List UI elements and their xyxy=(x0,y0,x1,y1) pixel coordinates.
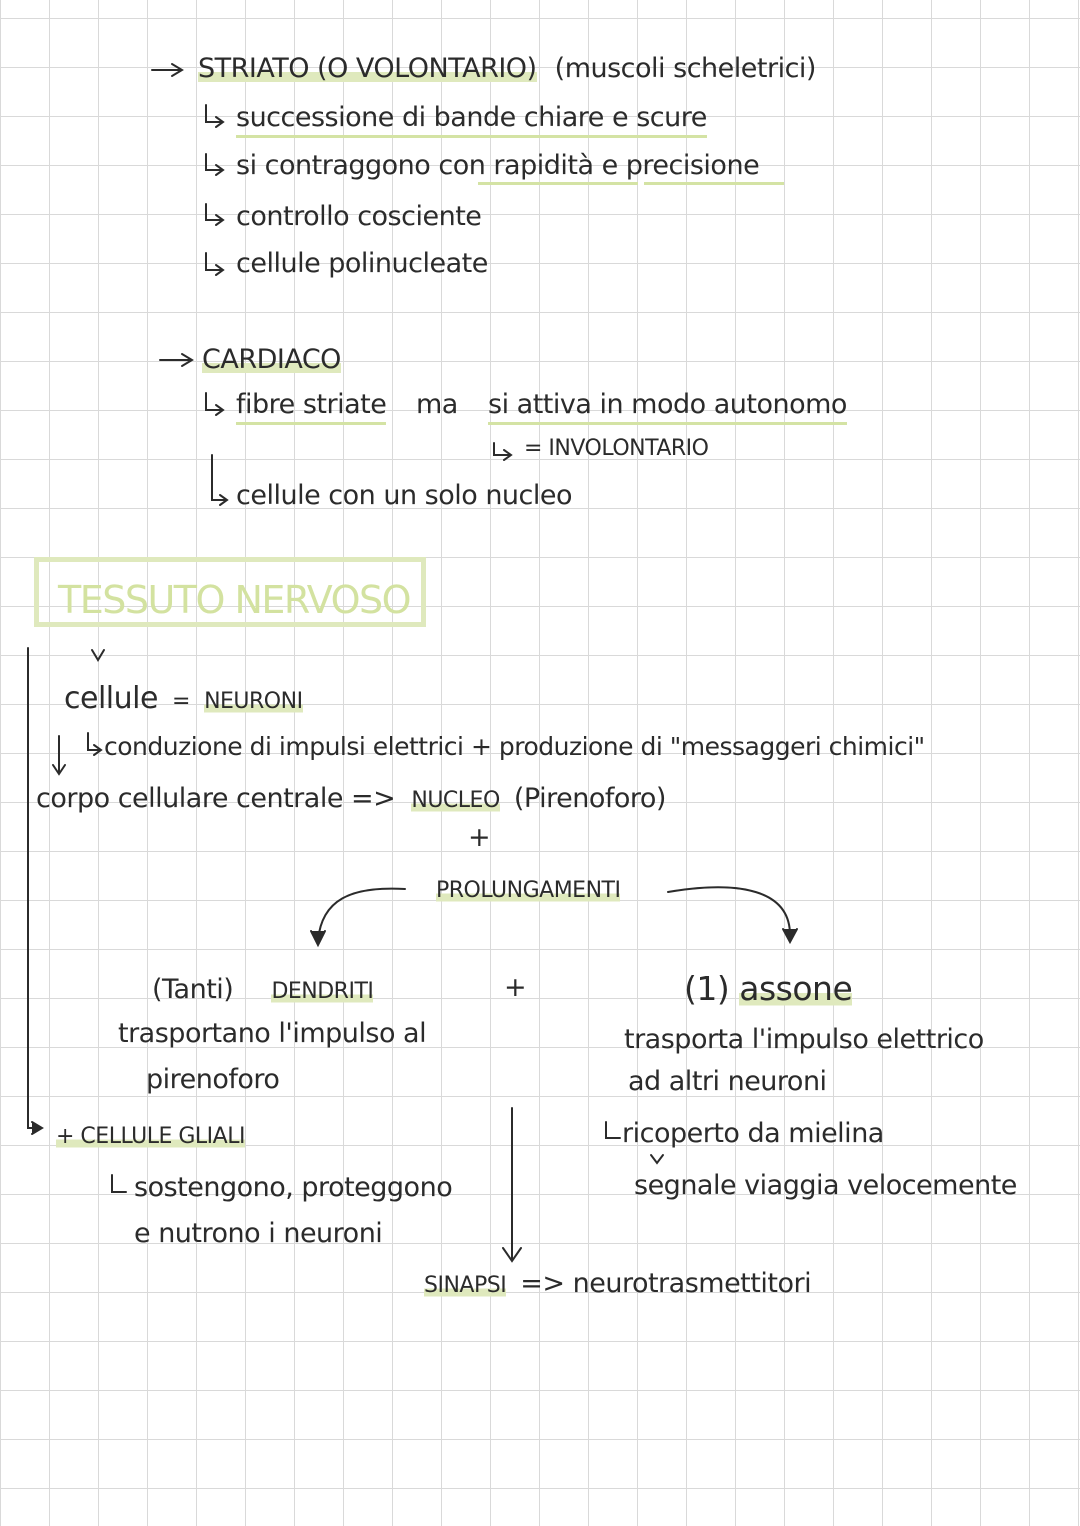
underline-rapidita xyxy=(478,182,638,185)
conduzione-text: conduzione di impulsi elettrici + produzione di "messaggeri chimici" xyxy=(104,732,925,761)
gliali-line xyxy=(56,1126,245,1148)
gliali-desc-2: e nutrono i neuroni xyxy=(134,1218,383,1249)
prolungamenti-label: PROLUNGAMENTI xyxy=(436,878,621,903)
cardiaco-heading: CARDIACO xyxy=(202,344,341,375)
neuroni-label: NEURONI xyxy=(204,689,303,714)
curve-right xyxy=(668,887,790,935)
curve-left xyxy=(318,889,405,940)
down-arrow-title xyxy=(92,650,104,660)
hook-4 xyxy=(206,253,223,275)
mielina-line: ricoperto da mielina xyxy=(622,1118,884,1149)
neurotrasmettitori-text: => neurotrasmettitori xyxy=(520,1268,812,1299)
nucleo-text: cellule con un solo nucleo xyxy=(236,480,573,511)
main-vertical-line xyxy=(28,648,40,1128)
hook-7 xyxy=(212,455,227,505)
striato-item-2 xyxy=(236,152,759,179)
segnale-line: segnale viaggia velocemente xyxy=(634,1170,1017,1201)
segnale-down xyxy=(651,1155,663,1163)
striato-item-1 xyxy=(236,104,707,131)
ma-text: ma xyxy=(416,389,458,420)
arrow-striato xyxy=(152,64,182,76)
cardiaco-attiva xyxy=(488,391,847,418)
hook-6 xyxy=(494,443,511,460)
hook-2 xyxy=(206,154,223,175)
striato-item-text: si contraggono con rapidità e precisione xyxy=(236,150,760,181)
sinapsi-label: SINAPSI xyxy=(424,1273,507,1298)
striato-subtitle: (muscoli scheletrici) xyxy=(554,53,816,84)
cardiaco-involontario xyxy=(524,438,708,460)
dendriti-desc-1: trasportano l'impulso al xyxy=(118,1018,427,1049)
striato-item-text: cellule polinucleate xyxy=(236,248,488,279)
underline-precisione xyxy=(644,182,784,185)
arrow-cardiaco xyxy=(160,354,192,366)
plus-1: + xyxy=(468,822,491,853)
hook-3 xyxy=(206,204,223,225)
mielina-hook xyxy=(606,1122,620,1138)
striato-item-text: controllo cosciente xyxy=(236,201,482,232)
assone-count: (1) xyxy=(684,969,730,1008)
cardiaco-ma xyxy=(416,391,458,418)
cellule-line: cellule = NEURONI xyxy=(64,681,303,716)
tessuto-title: TESSUTO NERVOSO xyxy=(58,578,411,622)
dendriti-desc-2: pirenoforo xyxy=(146,1064,280,1095)
cardiaco-title xyxy=(202,346,341,373)
gliali-hook xyxy=(112,1175,126,1192)
conduzione-hook xyxy=(88,733,101,755)
hook-1 xyxy=(206,105,223,127)
assone-head xyxy=(684,969,853,1008)
cellule-text: cellule xyxy=(64,681,158,716)
striato-item-4 xyxy=(236,250,488,277)
assone-desc-1: trasporta l'impulso elettrico xyxy=(624,1024,984,1055)
corpo-down-arrow xyxy=(53,736,65,774)
striato-title xyxy=(198,55,816,82)
dendriti-count: (Tanti) xyxy=(152,974,234,1005)
gliali-label: + CELLULE GLIALI xyxy=(56,1124,245,1149)
fibre-text: fibre striate xyxy=(236,389,386,425)
dendriti-label: DENDRITI xyxy=(271,979,374,1004)
gliali-desc-1: sostengono, proteggono xyxy=(134,1172,453,1203)
nucleo-label: NUCLEO xyxy=(411,788,500,813)
assone-desc-2: ad altri neuroni xyxy=(628,1066,827,1097)
corpo-line xyxy=(36,785,666,812)
cardiaco-fibre xyxy=(236,391,386,418)
striato-item-text: successione di bande chiare e scure xyxy=(236,102,707,138)
sinapsi-arrow xyxy=(503,1108,521,1261)
striato-item-3 xyxy=(236,203,481,230)
pirenoforo-text: (Pirenoforo) xyxy=(513,783,666,814)
cardiaco-nucleo xyxy=(236,482,572,509)
assone-label: assone xyxy=(739,969,853,1008)
conduzione-line xyxy=(104,734,925,759)
attiva-text: si attiva in modo autonomo xyxy=(488,389,847,425)
corpo-text: corpo cellulare centrale => xyxy=(36,783,396,814)
striato-heading: STRIATO (O VOLONTARIO) xyxy=(198,53,537,84)
hook-5 xyxy=(206,393,223,415)
prolungamenti-line xyxy=(436,880,620,902)
plus-2: + xyxy=(504,972,527,1003)
involontario-text: = INVOLONTARIO xyxy=(524,436,709,461)
sinapsi-line xyxy=(424,1270,811,1297)
dendriti-head xyxy=(152,976,373,1003)
